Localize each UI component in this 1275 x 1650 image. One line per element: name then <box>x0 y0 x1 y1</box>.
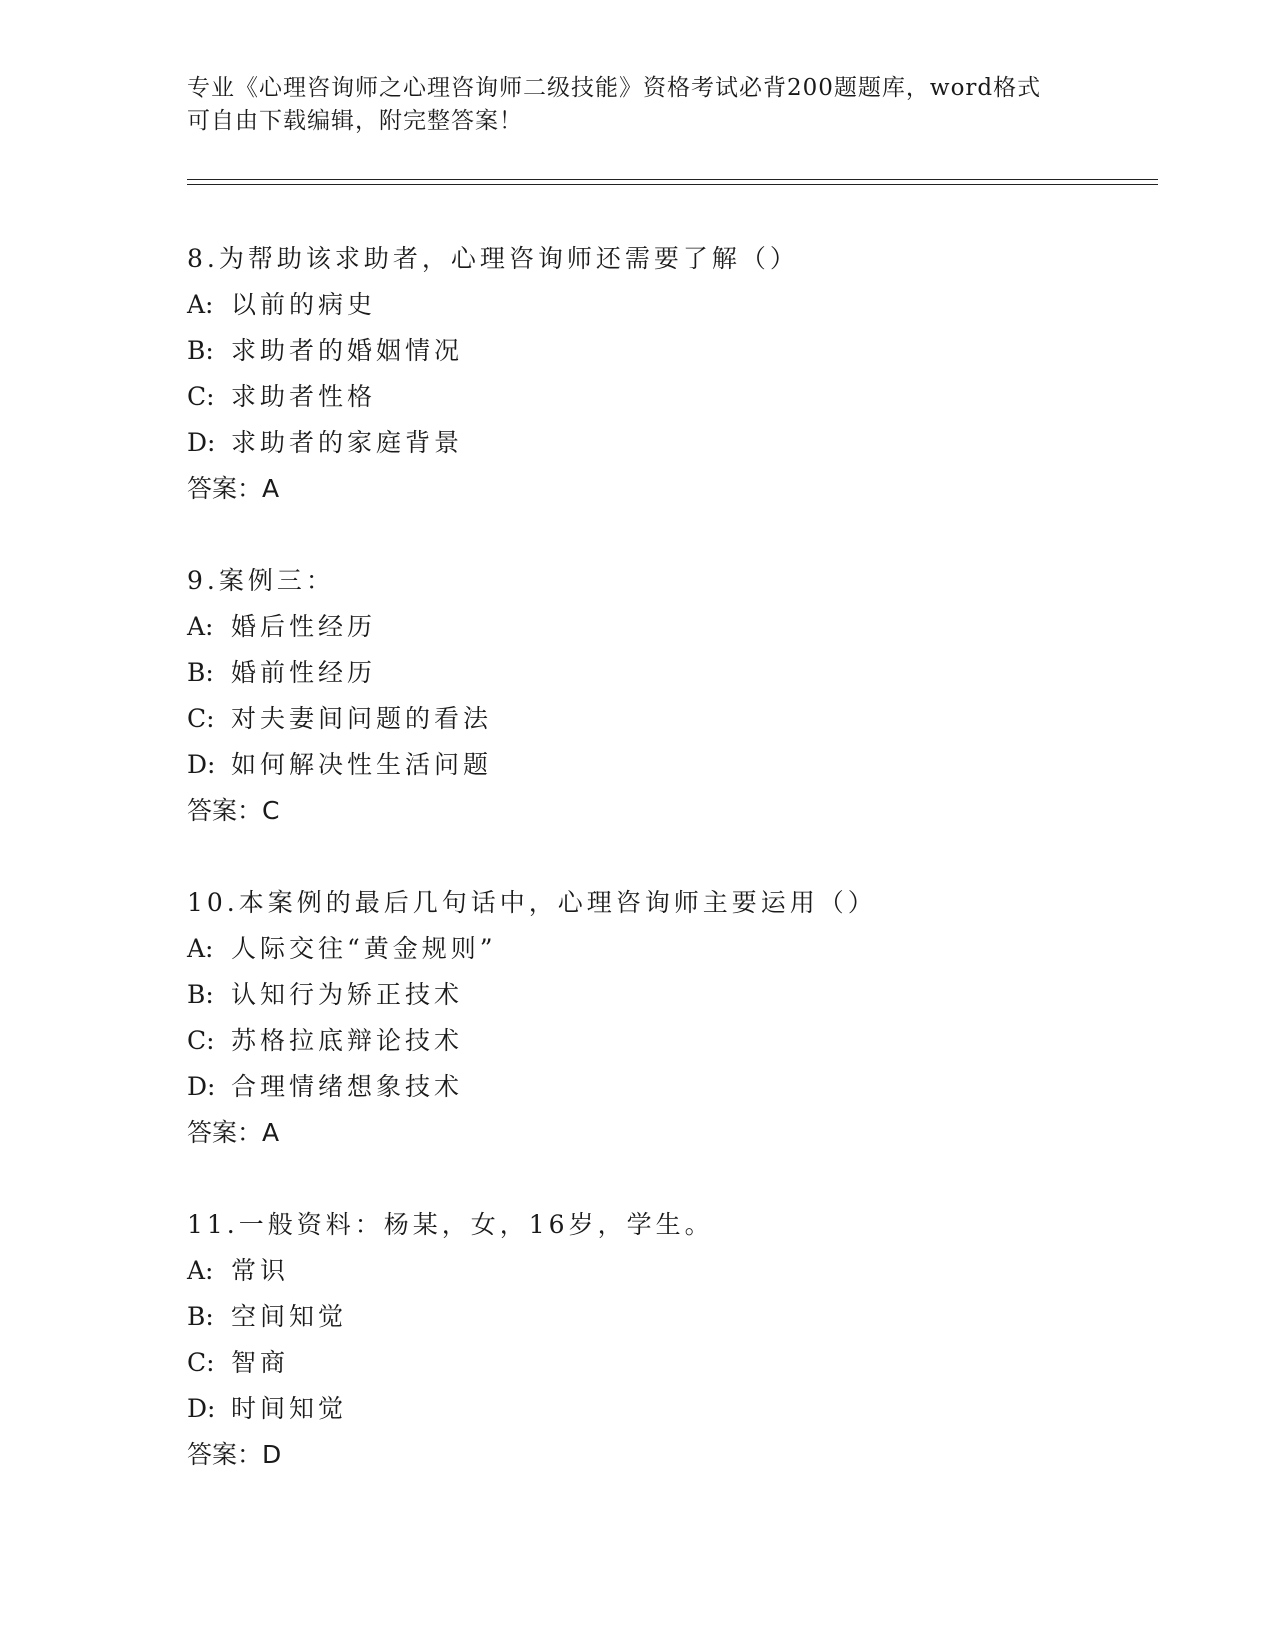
option-key: C: <box>187 704 215 733</box>
option-text: 空间知觉 <box>231 1302 348 1331</box>
header-line-1: 专业《心理咨询师之心理咨询师二级技能》资格考试必背200题题库，word格式 <box>187 75 1042 101</box>
option-text: 求助者性格 <box>231 382 377 411</box>
option-text: 如何解决性生活问题 <box>231 750 493 779</box>
question-text: 11.一般资料：杨某，女，16岁，学生。 <box>187 1210 714 1239</box>
option-key: C: <box>187 1026 215 1055</box>
option-key: D: <box>187 750 216 779</box>
option-key: B: <box>187 336 214 365</box>
option-key: A: <box>187 934 214 963</box>
header-divider-top <box>187 179 1158 180</box>
option-key: A: <box>187 612 214 641</box>
answer-line: 答案：C <box>187 796 280 825</box>
option-text: 以前的病史 <box>231 290 377 319</box>
option-key: B: <box>187 980 214 1009</box>
option-key: B: <box>187 658 214 687</box>
option-text: 认知行为矫正技术 <box>231 980 464 1009</box>
answer-line: 答案：A <box>187 474 280 503</box>
option-text: 智商 <box>231 1348 290 1377</box>
option-a <box>187 1248 1147 1294</box>
option-b <box>187 1294 1147 1340</box>
option-a <box>187 604 1147 650</box>
option-b <box>187 972 1147 1018</box>
option-key: D: <box>187 428 216 457</box>
answer-line: 答案：A <box>187 1118 280 1147</box>
option-d <box>187 742 1147 788</box>
question-text: 10.本案例的最后几句话中，心理咨询师主要运用（） <box>187 888 877 917</box>
option-key: A: <box>187 1256 214 1285</box>
question-text: 9.案例三： <box>187 566 335 595</box>
option-key: D: <box>187 1072 216 1101</box>
question-9 <box>187 558 1147 834</box>
header-divider-bottom <box>187 184 1158 185</box>
option-text: 婚后性经历 <box>231 612 377 641</box>
option-c <box>187 1018 1147 1064</box>
option-b <box>187 328 1147 374</box>
option-text: 时间知觉 <box>231 1394 348 1423</box>
option-key: B: <box>187 1302 214 1331</box>
option-text: 合理情绪想象技术 <box>231 1072 464 1101</box>
option-c <box>187 374 1147 420</box>
option-c <box>187 1340 1147 1386</box>
header-line-2: 可自由下载编辑，附完整答案！ <box>187 108 523 134</box>
option-a <box>187 926 1147 972</box>
option-c <box>187 696 1147 742</box>
option-d <box>187 1386 1147 1432</box>
question-list <box>187 236 1147 1524</box>
option-text: 人际交往“黄金规则” <box>231 934 497 963</box>
option-d <box>187 1064 1147 1110</box>
question-10 <box>187 880 1147 1156</box>
answer-line: 答案：D <box>187 1440 282 1469</box>
question-11 <box>187 1202 1147 1478</box>
option-key: A: <box>187 290 214 319</box>
option-key: D: <box>187 1394 216 1423</box>
option-text: 对夫妻间问题的看法 <box>231 704 493 733</box>
document-header <box>187 72 1087 138</box>
option-text: 常识 <box>231 1256 290 1285</box>
option-a <box>187 282 1147 328</box>
option-key: C: <box>187 382 215 411</box>
question-text: 8.为帮助该求助者，心理咨询师还需要了解（） <box>187 244 799 273</box>
option-text: 婚前性经历 <box>231 658 377 687</box>
question-8 <box>187 236 1147 512</box>
option-text: 苏格拉底辩论技术 <box>231 1026 464 1055</box>
option-b <box>187 650 1147 696</box>
option-key: C: <box>187 1348 215 1377</box>
option-text: 求助者的家庭背景 <box>231 428 464 457</box>
option-text: 求助者的婚姻情况 <box>231 336 464 365</box>
option-d <box>187 420 1147 466</box>
